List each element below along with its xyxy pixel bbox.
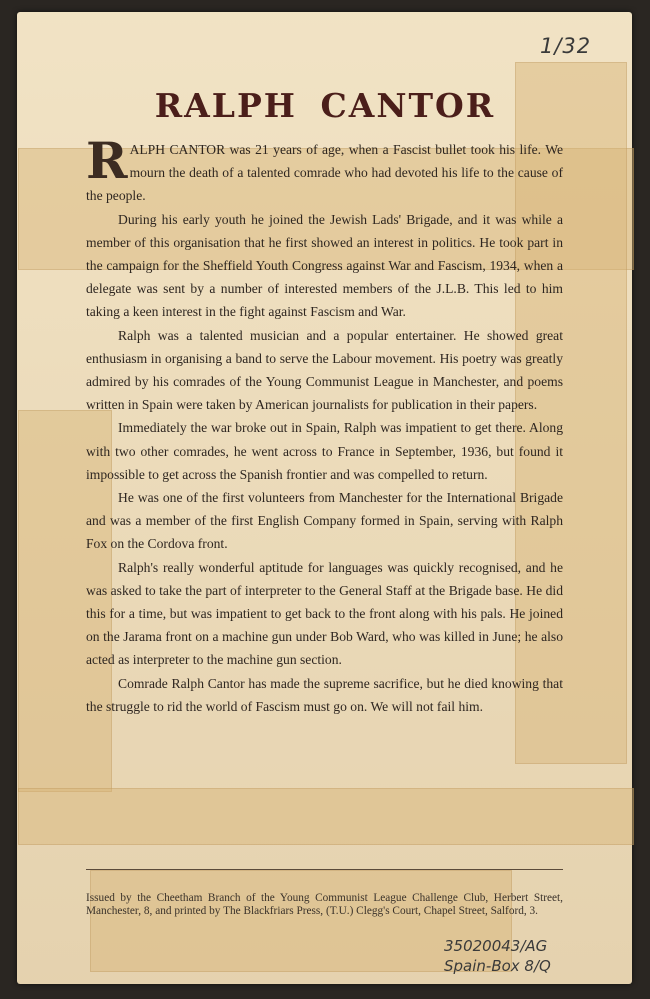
archive-note-line: Spain-Box 8/Q [444, 957, 551, 975]
paragraph: RALPH CANTOR was 21 years of age, when a Fascist bullet took his life. We mourn the death of a talented comrade who had devoted his life to the cause of the people. [86, 131, 563, 204]
paragraph: Immediately the war broke out in Spain, Ralph was impatient to get there. Along with two other comrades, he went across to France in September, 1936, but found it impossible to get across the Spanish frontier and was compelled to return. [86, 420, 563, 482]
tape-strip [18, 788, 634, 845]
paragraph: Ralph was a talented musician and a popular entertainer. He showed great enthusiasm in organising a band to serve the Labour movement. His poetry was greatly admired by his comrades of the Young Communist League in Manchester, and poems written in Spain were taken by American journalists for publication in their papers. [86, 327, 563, 413]
page-title: RALPH CANTOR [154, 86, 496, 125]
divider [86, 869, 563, 870]
paragraph: Ralph's really wonderful aptitude for languages was quickly recognised, and he was asked to take the part of interpreter to the General Staff at the Brigade base. He did this for a time, but was impatient to get back to the front along with his pals. He joined on the Jarama front on a machine gun under Bob Ward, who was killed in June; he also acted as interpreter to the machine gun section. [86, 559, 563, 668]
paragraph: During his early youth he joined the Jewish Lads' Brigade, and it was while a member of this organisation that he first showed an interest in politics. He took part in the campaign for the Sheffield Youth Congress against War and Fascism, 1934, when a delegate was sent by a number of interested members of the J.L.B. This led to him taking a keen interest in the fight against Fascism and War. [86, 211, 563, 320]
archive-catalogue-note [444, 936, 626, 976]
paragraph: He was one of the first volunteers from Manchester for the International Brigade and was a member of the first English Company formed in Spain, serving with Ralph Fox on the Cordova front. [86, 490, 563, 552]
printer-imprint: Issued by the Cheetham Branch of the Young Communist League Challenge Club, Herbert Street, Manchester, 8, and printed by The Blackfriars Press, (T.U.) Clegg's Court, Chapel Street, Salford, 3. [86, 892, 563, 917]
paragraph: Comrade Ralph Cantor has made the supreme sacrifice, but he died knowing that the struggle to rid the world of Fascism must go on. We will not fail him. [86, 675, 563, 714]
archive-note-line: 35020043/AG [444, 937, 548, 955]
reference-number: 1/32 [540, 34, 592, 58]
leaflet-body [86, 131, 563, 718]
dropcap: R [86, 131, 128, 190]
